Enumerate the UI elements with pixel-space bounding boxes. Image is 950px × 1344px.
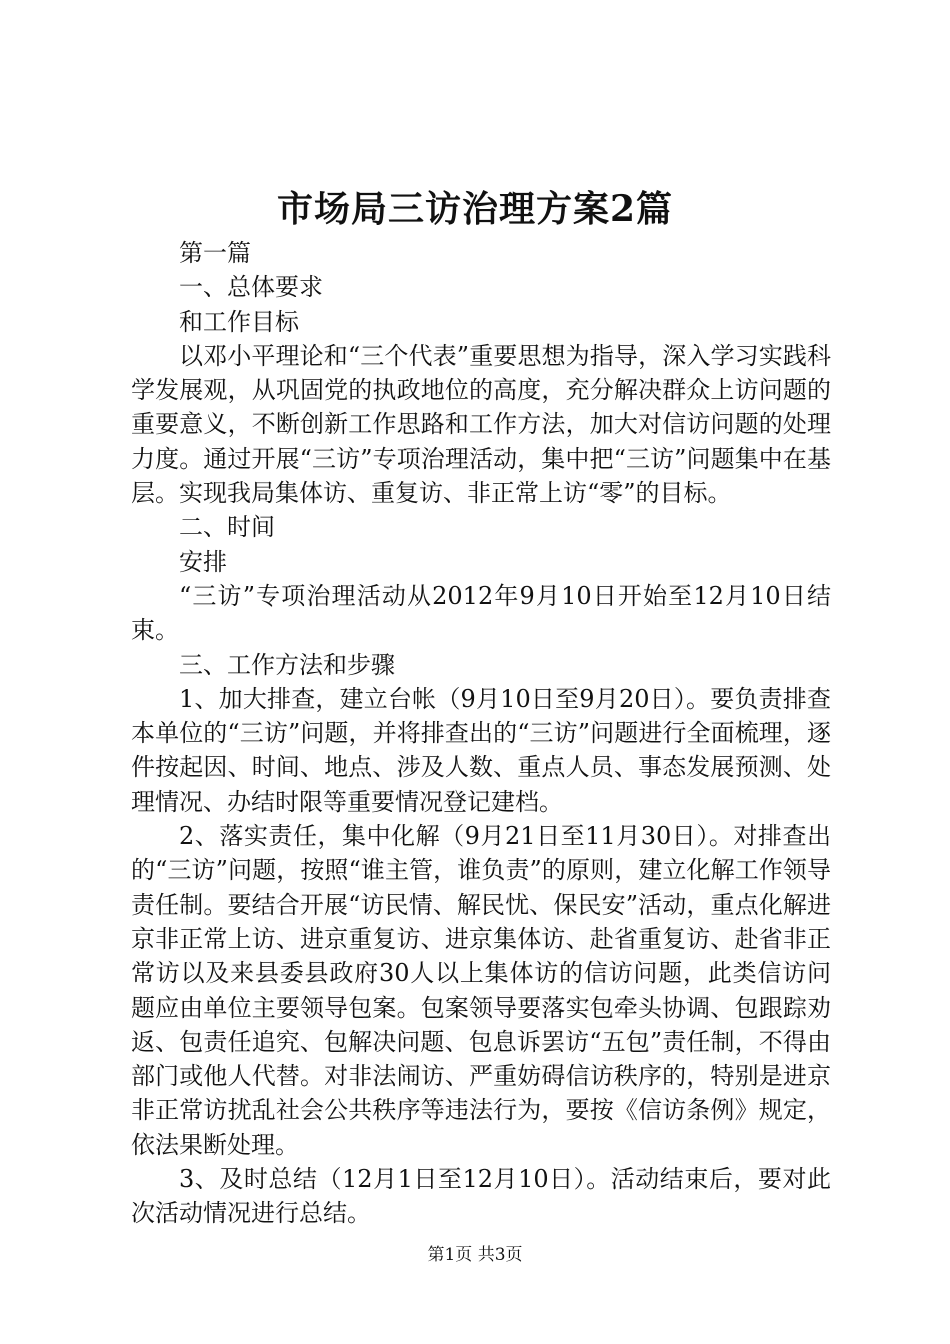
paragraph-schedule: “三访”专项治理活动从2012年9月10日开始至12月10日结束。	[131, 581, 831, 645]
part-heading: 第一篇	[179, 239, 251, 267]
paragraph-step-2: 2、落实责任，集中化解（9月21日至11月30日）。对排查出的“三访”问题，按照“谁主管，谁负责”的原则，建立化解工作领导责任制。要结合开展“访民情、解民忧、保民安”活动，重点化解进京非正常上访、进京重复访、进京集体访、赴省重复访、赴省非正常访以及来县委县政府30人以上集体访的信访问题，此类信访问题应由单位主要领导包案。包案领导要落实包牵头协调、包跟踪劝返、包责任追究、包解决问题、包息诉罢访“五包”责任制，不得由部门或他人代替。对非法闹访、严重妨碍信访秩序的，特别是进京非正常访扰乱社会公共秩序等违法行为，要按《信访条例》规定，依法果断处理。	[131, 822, 831, 1159]
paragraph-step-1: 1、加大排查，建立台帐（9月10日至9月20日）。要负责排查本单位的“三访”问题，并将排查出的“三访”问题进行全面梳理，逐件按起因、时间、地点、涉及人数、重点人员、事态发展预测、处理情况、办结时限等重要情况登记建档。	[131, 684, 831, 816]
section-1-subheading: 和工作目标	[179, 307, 299, 336]
section-2-heading: 二、时间	[179, 513, 275, 542]
page-footer: 第1页 共3页	[427, 1245, 523, 1265]
section-2-subheading: 安排	[179, 547, 227, 576]
document-title: 市场局三访治理方案2篇	[276, 188, 674, 230]
paragraph-guiding-principles: 以邓小平理论和“三个代表”重要思想为指导，深入学习实践科学发展观，从巩固党的执政地位的高度，充分解决群众上访问题的重要意义，不断创新工作思路和工作方法，加大对信访问题的处理力度。通过开展“三访”专项治理活动，集中把“三访”问题集中在基层。实现我局集体访、重复访、非正常上访“零”的目标。	[131, 341, 831, 508]
document-body	[131, 236, 831, 1231]
section-3-heading: 三、工作方法和步骤	[179, 650, 395, 679]
paragraph-step-3: 3、及时总结（12月1日至12月10日）。活动结束后，要对此次活动情况进行总结。	[131, 1165, 831, 1228]
section-1-heading: 一、总体要求	[179, 273, 323, 302]
